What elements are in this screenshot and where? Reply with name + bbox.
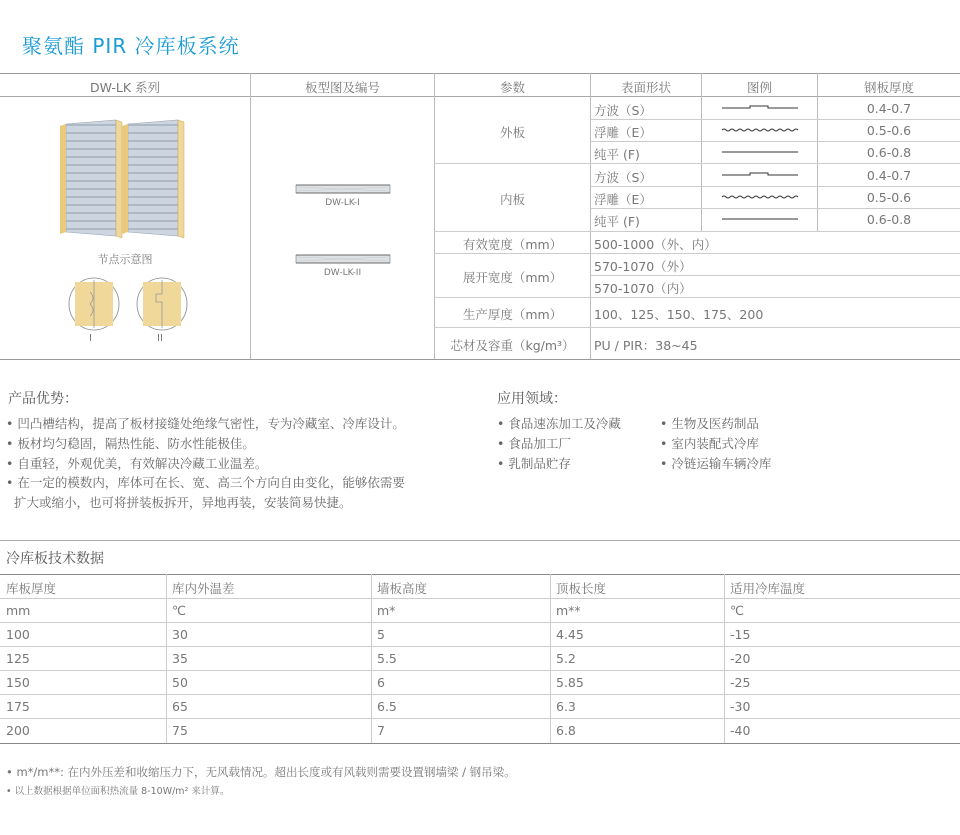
advantage-item: • 在一定的模数内，库体可在长、宽、高三个方向自由变化，能够依需要 xyxy=(6,475,405,490)
node-label-2: II xyxy=(157,333,163,344)
node-caption: 节点示意图 xyxy=(97,253,153,266)
spec-row-rule xyxy=(590,275,960,276)
tech-unit-cell: ℃ xyxy=(730,603,745,618)
application-item: • 食品加工厂 xyxy=(497,436,571,451)
param-name: 有效宽度（mm） xyxy=(462,237,563,252)
application-item: • 室内装配式冷库 xyxy=(660,436,759,451)
spec-header-thickness: 钢板厚度 xyxy=(863,80,914,95)
param-value: PU / PIR：38~45 xyxy=(594,338,698,353)
spec-header-legend: 图例 xyxy=(746,80,772,95)
steel-thickness: 0.5-0.6 xyxy=(866,123,912,138)
param-value: 570-1070（外） xyxy=(594,259,692,274)
tech-data-cell: -40 xyxy=(730,723,751,738)
tech-data-cell: 6.5 xyxy=(377,699,397,714)
surface-shape: 浮雕（E） xyxy=(594,125,652,140)
steel-thickness: 0.4-0.7 xyxy=(866,168,912,183)
steel-thickness: 0.5-0.6 xyxy=(866,190,912,205)
spec-row-rule xyxy=(434,163,960,164)
advantages-heading: 产品优势： xyxy=(8,391,78,407)
steel-thickness: 0.6-0.8 xyxy=(866,212,912,227)
advantage-item: • 板材均匀稳固，隔热性能、防水性能极佳。 xyxy=(6,436,255,451)
spec-row-rule xyxy=(434,297,960,298)
spec-header-surface: 表面形状 xyxy=(620,80,671,95)
tech-header-cell: 墙板高度 xyxy=(377,581,428,596)
spec-table-bottom-rule xyxy=(0,359,960,360)
profile-label-2: DW-LK-II xyxy=(323,268,362,278)
tech-data-cell: 5 xyxy=(377,627,385,642)
surface-shape: 纯平 (F) xyxy=(594,147,640,162)
tech-data-cell: -25 xyxy=(730,675,751,690)
tech-data-cell: 175 xyxy=(6,699,30,714)
tech-data-cell: -30 xyxy=(730,699,751,714)
param-name: 芯材及容重（kg/m³） xyxy=(450,338,575,353)
tech-unit-cell: m* xyxy=(377,603,396,618)
application-item: • 食品速冻加工及冷藏 xyxy=(497,416,621,431)
advantage-item: • 凹凸槽结构，提高了板材接缝处绝缘气密性，专为冷藏室、冷库设计。 xyxy=(6,416,405,431)
tech-row-rule xyxy=(0,718,960,719)
steel-thickness: 0.4-0.7 xyxy=(866,101,912,116)
surface-shape: 纯平 (F) xyxy=(594,214,640,229)
surface-shape: 方波（S） xyxy=(594,103,652,118)
tech-data-cell: 6.3 xyxy=(556,699,576,714)
profile-diagram-2 xyxy=(295,253,391,265)
param-value: 570-1070（内） xyxy=(594,281,692,296)
tech-data-cell: -20 xyxy=(730,651,751,666)
steel-thickness: 0.6-0.8 xyxy=(866,145,912,160)
tech-data-cell: 65 xyxy=(172,699,188,714)
tech-row-rule xyxy=(0,646,960,647)
applications-heading: 应用领域： xyxy=(497,391,567,407)
param-name: 生产厚度（mm） xyxy=(462,307,563,322)
spec-row-rule xyxy=(434,327,960,328)
spec-header-series: DW-LK 系列 xyxy=(89,80,161,95)
tech-top-rule xyxy=(0,540,960,541)
param-value: 100、125、150、175、200 xyxy=(594,307,764,322)
tech-data-cell: 5.2 xyxy=(556,651,576,666)
tech-unit-cell: mm xyxy=(6,603,31,618)
param-name: 展开宽度（mm） xyxy=(462,270,563,285)
tech-header-cell: 库内外温差 xyxy=(172,581,235,596)
node-label-1: I xyxy=(89,333,92,344)
spec-header-rule xyxy=(0,96,960,97)
param-value: 500-1000（外、内） xyxy=(594,237,717,252)
tech-header-cell: 顶板长度 xyxy=(556,581,607,596)
tech-data-cell: 30 xyxy=(172,627,188,642)
joint-node-diagrams xyxy=(66,276,191,332)
application-item: • 生物及医药制品 xyxy=(660,416,759,431)
spec-header-profile: 板型图及编号 xyxy=(304,80,380,95)
advantage-item: 扩大或缩小，也可将拼装板拆开，异地再装，安装简易快捷。 xyxy=(6,495,352,510)
tech-data-cell: 75 xyxy=(172,723,188,738)
spec-vline xyxy=(590,73,591,359)
tech-data-cell: 150 xyxy=(6,675,30,690)
tech-unit-cell: ℃ xyxy=(172,603,187,618)
page-title: 聚氨酯 PIR 冷库板系统 xyxy=(22,34,240,58)
tech-data-cell: 35 xyxy=(172,651,188,666)
surface-legend-samples xyxy=(720,101,800,231)
spec-header-param: 参数 xyxy=(499,80,525,95)
tech-data-cell: -15 xyxy=(730,627,751,642)
tech-data-cell: 4.45 xyxy=(556,627,584,642)
tech-data-cell: 5.5 xyxy=(377,651,397,666)
tech-data-cell: 7 xyxy=(377,723,385,738)
tech-data-cell: 125 xyxy=(6,651,30,666)
tech-bottom-rule xyxy=(0,743,960,744)
tech-data-cell: 100 xyxy=(6,627,30,642)
tech-unit-cell: m** xyxy=(556,603,581,618)
tech-data-cell: 50 xyxy=(172,675,188,690)
footnote: • m*/m**: 在内外压差和收缩压力下，无风载情况。超出长度或有风载则需要设置钢墙梁 / 钢吊梁。 xyxy=(6,765,516,779)
surface-shape: 方波（S） xyxy=(594,170,652,185)
tech-header-cell: 适用冷库温度 xyxy=(730,581,806,596)
param-outer-panel: 外板 xyxy=(499,125,525,140)
tech-row-rule xyxy=(0,694,960,695)
tech-header-rule xyxy=(0,574,960,575)
footnote: • 以上数据根据单位面积热流量 8-10W/m² 来计算。 xyxy=(6,786,230,797)
application-item: • 冷链运输车辆冷库 xyxy=(660,456,772,471)
tech-header-cell: 库板厚度 xyxy=(6,581,57,596)
spec-row-rule xyxy=(434,231,960,232)
tech-data-cell: 5.85 xyxy=(556,675,584,690)
tech-data-cell: 6.8 xyxy=(556,723,576,738)
application-item: • 乳制品贮存 xyxy=(497,456,571,471)
tech-data-cell: 6 xyxy=(377,675,385,690)
param-inner-panel: 内板 xyxy=(499,192,525,207)
tech-row-rule xyxy=(0,670,960,671)
tech-data-cell: 200 xyxy=(6,723,30,738)
surface-shape: 浮雕（E） xyxy=(594,192,652,207)
panel-illustration xyxy=(60,118,190,243)
tech-row-rule xyxy=(0,598,960,599)
advantage-item: • 自重轻，外观优美，有效解决冷藏工业温差。 xyxy=(6,456,268,471)
tech-row-rule xyxy=(0,622,960,623)
spec-row-rule xyxy=(434,253,960,254)
profile-diagram-1 xyxy=(295,183,391,195)
profile-label-1: DW-LK-I xyxy=(325,198,360,208)
spec-vline xyxy=(250,73,251,359)
spec-table-top-rule xyxy=(0,73,960,74)
tech-heading: 冷库板技术数据 xyxy=(6,551,104,567)
